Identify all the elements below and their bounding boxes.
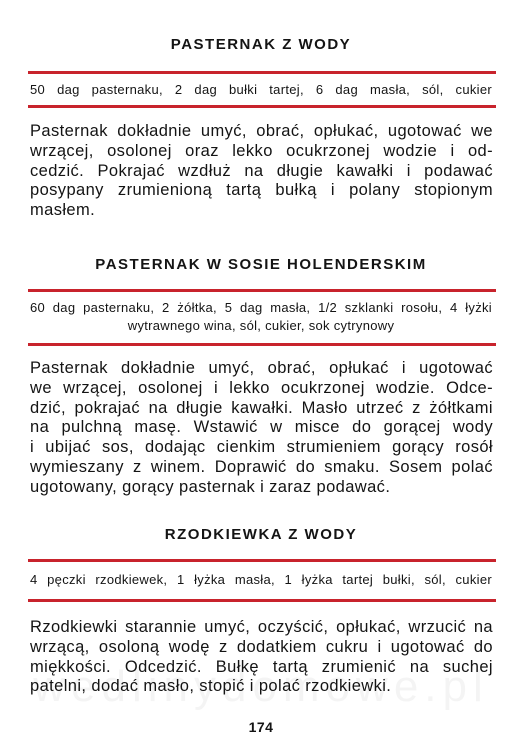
method-line: i ubijać sos, dodając cienkim strumieniem gorący rosół <box>30 438 493 457</box>
ingredients-line: 60 dag pasternaku, 2 żółtka, 5 dag masła, 1/2 szklanki rosołu, 4 łyżki <box>30 300 492 315</box>
ingredients-list <box>30 81 492 99</box>
ingredients-rule-top <box>28 559 496 562</box>
ingredients-rule-bottom <box>28 599 496 602</box>
method-text <box>30 359 493 498</box>
recipe-title: PASTERNAK W SOSIE HOLENDERSKIM <box>95 256 427 273</box>
method-line: masłem. <box>30 201 96 220</box>
ingredients-rule-bottom <box>28 105 496 108</box>
ingredients-rule-top <box>28 289 496 292</box>
method-line: dzić, pokrajać na długie kawałki. Masło utrzeć z żółtkami <box>30 398 493 417</box>
method-text <box>30 618 493 697</box>
method-line: patelni, dodać masło, stopić i polać rzodkiewki. <box>30 677 392 696</box>
method-line: we wrzącej, osolonej i lekko ocukrzonej wodzie. Odce- <box>30 378 493 397</box>
method-line: wrzącej, osolonej oraz lekko ocukrzonej wodzie i od- <box>30 141 493 160</box>
method-line: na pulchną masę. Wstawić w misce do gorącej wody <box>30 418 493 437</box>
method-line: ugotowany, gorący pasternak i zaraz podawać. <box>30 477 391 496</box>
ingredients-rule-bottom <box>28 343 496 346</box>
method-line: Rzodkiewki starannie umyć, oczyścić, opłukać, wrzucić na <box>30 618 493 636</box>
recipe-title: RZODKIEWKA Z WODY <box>164 526 358 543</box>
ingredients-line: wytrawnego wina, sól, cukier, sok cytrynowy <box>127 318 395 333</box>
method-line: wymieszany z winem. Doprawić do smaku. Sosem polać <box>30 457 493 476</box>
ingredients-list <box>30 571 492 589</box>
recipe-title: PASTERNAK Z WODY <box>170 36 352 53</box>
method-line: posypany zrumienioną tartą bułką i polany stopionym <box>30 181 493 200</box>
method-line: wrzącą, osoloną wodę z dodatkiem cukru i ugotować do <box>30 637 493 656</box>
ingredients-rule-top <box>28 71 496 74</box>
method-line: Pasternak dokładnie umyć, obrać, opłukać, ugotować we <box>30 122 493 140</box>
ingredients-line: 50 dag pasternaku, 2 dag bułki tartej, 6 dag masła, sól, cukier <box>30 82 492 97</box>
page-number: 174 <box>248 719 274 735</box>
ingredients-list <box>30 299 492 335</box>
method-line: miękkości. Odcedzić. Bułkę tartą zrumienić na suchej <box>30 657 493 676</box>
method-line: Pasternak dokładnie umyć, obrać, opłukać i ugotować <box>30 359 493 377</box>
method-text <box>30 122 493 221</box>
method-line: cedzić. Pokrajać wzdłuż na długie kawałki i podawać <box>30 161 493 180</box>
ingredients-line: 4 pęczki rzodkiewek, 1 łyżka masła, 1 łyżka tartej bułki, sól, cukier <box>30 572 492 587</box>
